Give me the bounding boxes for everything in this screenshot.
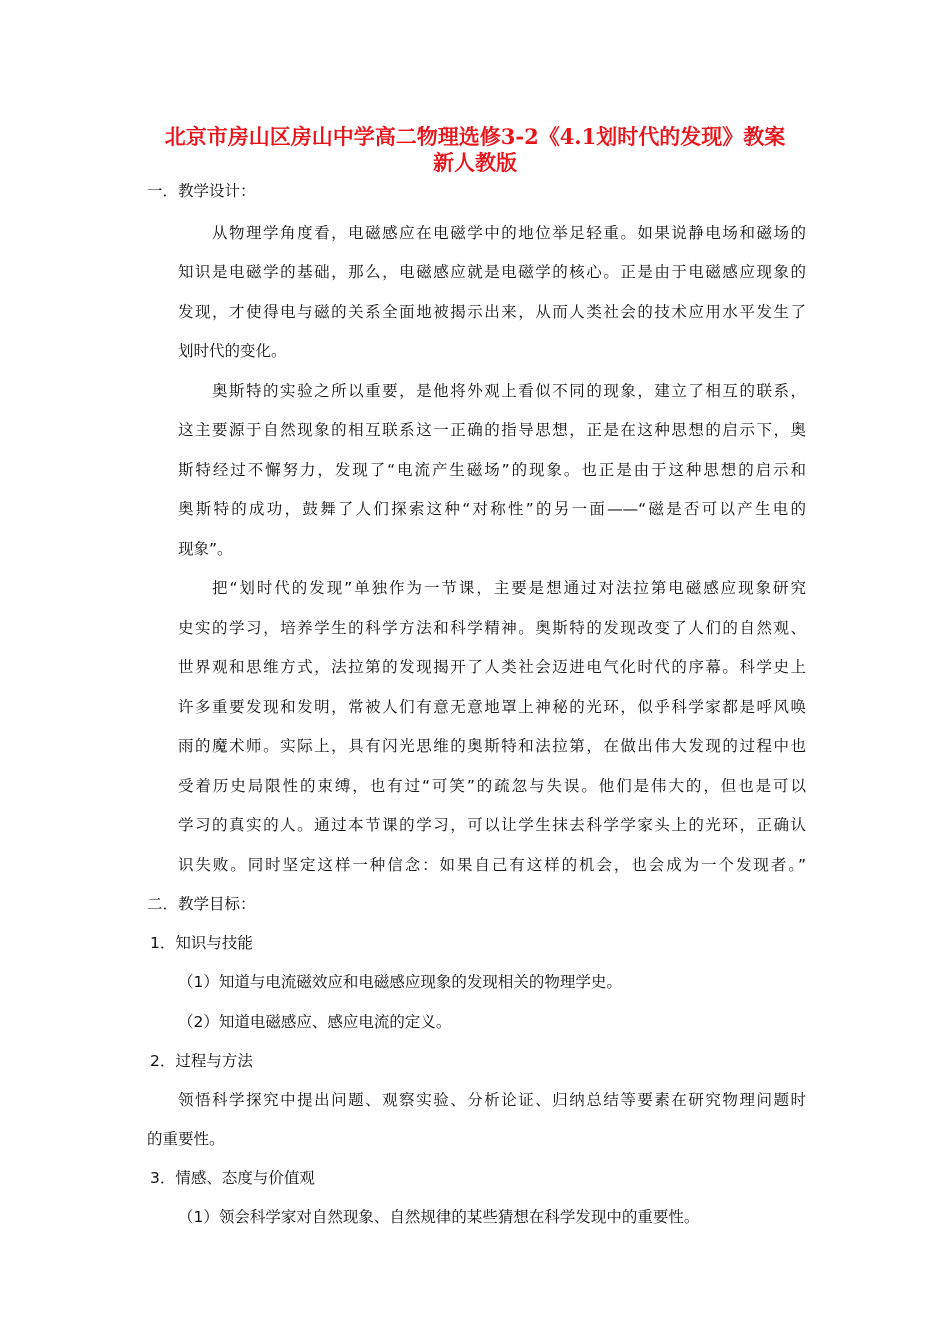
paragraph-line: 受着历史局限性的束缚，也有过“可笑”的疏忽与失误。他们是伟大的，但也是可以 [178,777,806,795]
paragraph-line: 雨的魔术师。实际上，具有闪光思维的奥斯特和法拉第，在做出伟大发现的过程中也 [178,737,806,755]
paragraph-line: 奥斯特的实验之所以重要，是他将外观上看似不同的现象，建立了相互的联系， [212,382,806,400]
document-title-line2: 新人教版 [433,150,517,175]
paragraph-line: 发现，才使得电与磁的关系全面地被揭示出来，从而人类社会的技术应用水平发生了 [178,303,806,321]
paragraph-line: 划时代的变化。 [178,342,287,360]
paragraph-line: 识失败。同时坚定这样一种信念：如果自己有这样的机会，也会成为一个发现者。” [178,856,806,874]
paragraph-line: 的重要性。 [147,1130,225,1148]
paragraph-line: 把“划时代的发现”单独作为一节课，主要是想通过对法拉第电磁感应现象研究 [212,579,806,597]
paragraph-line: 许多重要发现和发明，常被人们有意无意地罩上神秘的光环，似乎科学家都是呼风唤 [178,698,806,716]
list-item: （2）知道电磁感应、感应电流的定义。 [178,1013,452,1031]
paragraph-line: 这主要源于自然现象的相互联系这一正确的指导思想，正是在这种思想的启示下，奥 [178,421,806,439]
paragraph-line: 斯特经过不懈努力，发现了“电流产生磁场”的现象。也正是由于这种思想的启示和 [178,461,806,479]
section1-heading: 一．教学设计： [147,182,256,200]
paragraph-line: 史实的学习，培养学生的科学方法和科学精神。奥斯特的发现改变了人们的自然观、 [178,619,806,637]
paragraph-line: 学习的真实的人。通过本节课的学习，可以让学生抹去科学学家头上的光环，正确认 [178,816,806,834]
paragraph-line: 领悟科学探究中提出问题、观察实验、分析论证、归纳总结等要素在研究物理问题时 [178,1091,806,1109]
paragraph-line: 奥斯特的成功，鼓舞了人们探索这种“对称性”的另一面——“磁是否可以产生电的 [178,500,806,518]
paragraph-line: 从物理学角度看，电磁感应在电磁学中的地位举足轻重。如果说静电场和磁场的 [212,224,806,242]
paragraph-line: 现象”。 [178,540,233,558]
list-item: （1）知道与电流磁效应和电磁感应现象的发现相关的物理学史。 [178,973,622,991]
paragraph-line: 世界观和思维方式，法拉第的发现揭开了人类社会迈进电气化时代的序幕。科学史上 [178,658,806,676]
subsection-heading-values: 3．情感、态度与价值观 [150,1169,315,1187]
list-item: （1）领会科学家对自然现象、自然规律的某些猜想在科学发现中的重要性。 [178,1208,700,1226]
section2-heading: 二．教学目标： [147,895,256,913]
paragraph-line: 知识是电磁学的基础，那么，电磁感应就是电磁学的核心。正是由于电磁感应现象的 [178,263,806,281]
document-title-line1: 北京市房山区房山中学高二物理选修3-2《4.1划时代的发现》教案 [164,124,786,149]
subsection-heading-process: 2．过程与方法 [150,1052,253,1070]
subsection-heading-knowledge: 1．知识与技能 [150,934,253,952]
